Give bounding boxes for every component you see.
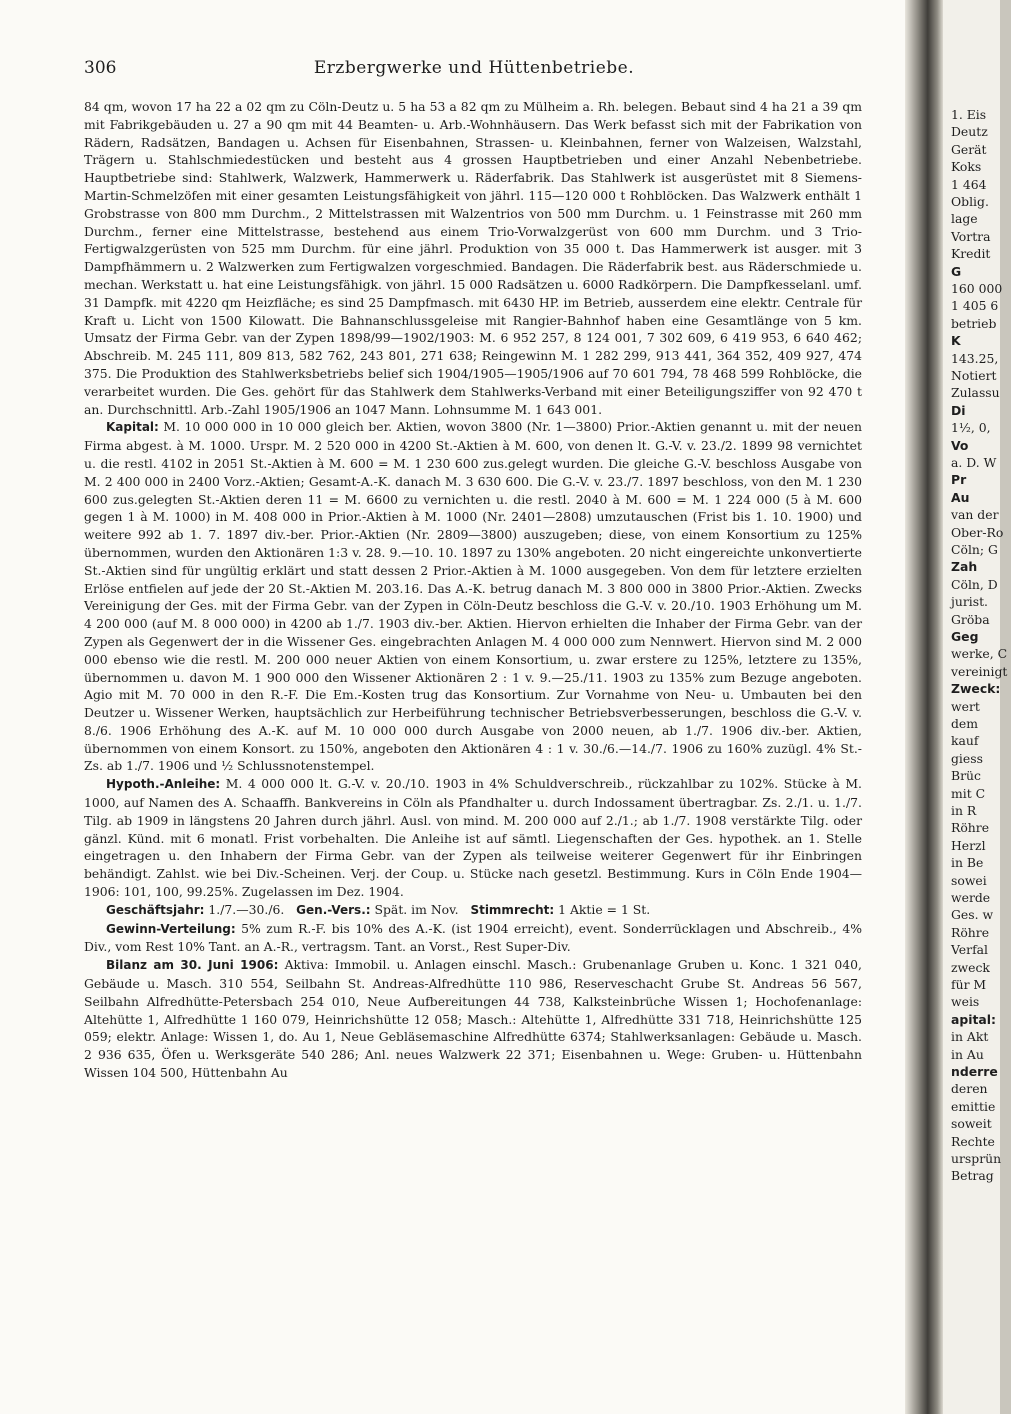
right-page-fragment: Cöln; G — [951, 542, 998, 557]
bilanz-label: Bilanz am 30. Juni 1906: — [106, 958, 279, 973]
right-page-fragment: Oblig. — [951, 194, 989, 209]
right-page-fragment: Geg — [951, 629, 979, 644]
right-page-fragment: apital: — [951, 1011, 996, 1027]
right-page-fragment: werde — [951, 890, 991, 905]
right-page-fragment: Gerät — [951, 141, 987, 157]
right-page-fragment: Pr — [951, 472, 967, 488]
right-page-fragment: wert — [951, 698, 980, 714]
genvers-text: Spät. im Nov. — [374, 901, 459, 917]
right-page-fragment: Deutz — [951, 124, 988, 140]
bilanz-text: Aktiva: Immobil. u. Anlagen einschl. Masch.: Grubenanlage Gruben u. Konc. 1 321 040, Gebäude u. Masch. 310 554, Seilbahn St. Andreas-Alfredhütte 110 986, Reserveschacht Grube St. Andreas 56 567, Seilbahn Alfredhütte-Petersbach 254 010, Neue Aufbereitungen 44 738, Kalksteinbrüche Wissen 1; Hochofenanlage: Altehütte 1, Alfredhütte 1 160 079, Heinrichshütte 12 058; Masch.: Altehütte 1, Alfredhütte 331 718, Heinrichshütte 125 059; elektr. Anlage: Wissen 1, do. Au 1, Neue Gebläsemaschine Alfredhütte 6374; Stahlwerksanlagen: Gebäude u. Masch. 2 936 635, Öfen u. Werksgeräte 540 286; Anl. neues Walzwerk 22 371; Eisenbahnen u. Wege: Gruben- u. Hüttenbahn Wissen 104 500, Hüttenbahn Au — [84, 957, 862, 1081]
gewinn-text: 5% zum R.-F. bis 10% des A.-K. (ist 1904 erreicht), event. Sonderrücklagen und Abschreib., 4% Div., vom Rest 10% Tant. an A.-R., vertragsm. Tant. an Vorst., Rest Super-Div. — [84, 920, 862, 955]
right-page-fragment: in R — [951, 803, 977, 818]
company-description: 84 qm, wovon 17 ha 22 a 02 qm zu Cöln-Deutz u. 5 ha 53 a 82 qm zu Mülheim a. Rh. belegen. Bebaut sind 4 ha 21 a 39 qm mit Fabrikgebäuden u. 27 a 90 qm mit 44 Beamten- u. Arb.-Wohnhäusern. Das Werk befasst sich mit der Fabrikation von Rädern, Radsätzen, Bandagen u. Achsen für Eisenbahnen, Strassen- u. Kleinbahnen, ferner von Walzeisen, Walzstahl, Trägern u. Stahlschmiedestücken und besteht aus 4 grossen Hauptbetrieben und einer Anzahl Nebenbetriebe. Hauptbetriebe sind: Stahlwerk, Walzwerk, Hammerwerk u. Räderfabrik. Das Stahlwerk ist ausgerüstet mit 8 Siemens-Martin-Schmelzöfen mit einer gesamten Leistungsfähigkeit von jährl. 115—120 000 t Rohblöcken. Das Walzwerk enthält 1 Grobstrasse von 800 mm Durchm., 2 Mittelstrassen mit Walzentrios von 500 mm Durchm. u. 1 Feinstrasse mit 260 mm Durchm., ferner eine Mittelstrasse, bestehend aus einem Trio-Vorwalzgerüst von 600 mm Durchm. und 3 Trio-Fertigwalzgerüsten von 525 mm Durchm. für eine jährl. Produktion von 35 000 t. Das Hammerwerk ist ausger. mit 3 Dampfhämmern u. 2 Walzwerken zum Fertigwalzen vorgeschmied. Bandagen. Die Räderfabrik best. aus Räderschmiede u. mechan. Werkstatt u. hat eine Leistungsfähigk. von jährl. 15 000 Radsätzen u. 6000 Radkörpern. Die Dampfkesselanl. umf. 31 Dampfk. mit 4220 qm Heizfläche; es sind 25 Dampfmasch. mit 6430 HP. im Betrieb, ausserdem eine elektr. Centrale für Kraft u. Licht von 1500 Kilowatt. Die Bahnanschlussgeleise mit Rangier-Bahnhof haben eine Gesamtlänge von 5 km. Umsatz der Firma Gebr. van der Zypen 1898/99—1902/1903: M. 6 952 257, 8 124 001, 7 302 609, 6 419 953, 6 640 462; Abschreib. M. 245 111, 809 813, 582 762, 243 801, 271 638; Reingewinn M. 1 282 299, 913 441, 364 352, 409 927, 474 375. Die Produktion des Stahlwerksbetriebs belief sich 1904/1905—1905/1906 auf 70 601 794, 78 468 599 Rohblöcke, die verarbeitet wurden. Die Ges. gehört für das Stahlwerk dem Stahlwerks-Verband mit einer Beteiligungsziffer von 92 470 t an. Durchschnittl. Arb.-Zahl 1905/1906 an 1047 Mann. Lohnsumme M. 1 643 001. — [84, 99, 862, 417]
right-page-fragment: giess — [951, 750, 983, 766]
right-page-fragment: soweit — [951, 1116, 992, 1132]
gewinn-section — [84, 920, 862, 957]
right-page-fragment: Notiert — [951, 368, 997, 383]
right-page-fragment: 1 405 6 — [951, 298, 999, 314]
right-page-fragment: Au — [951, 489, 970, 505]
right-page-fragment: Zulassu — [951, 385, 1000, 401]
right-page-fragment: dem — [951, 716, 979, 731]
hypothek-text: M. 4 000 000 lt. G.-V. v. 20./10. 1903 in 4% Schuldverschreib., rückzahlbar zu 102%. Stücke à M. 1000, auf Namen des A. Schaaffh. Bankvereins in Cöln als Pfandhalter u. durch Indossament übertragbar. Zs. 2./1. u. 1./7. Tilg. ab 1909 in längstens 20 Jahren durch jährl. Ausl. von mind. M. 200 000 auf 2./1.; ab 1./7. 1908 verstärkte Tilg. oder gänzl. Künd. mit 6 monatl. Frist vorbehalten. Die Anleihe ist auf sämtl. Liegenschaften der Ges. hypothek. an 1. Stelle eingetragen u. den Inhabern der Firma Gebr. van der Zypen als teilweise weiterer Gegenwert für ihr Einbringen behändigt. Zahlst. wie bei Div.-Scheinen. Verj. der Coup. u. Stücke nach gesetzl. Bestimmung. Kurs in Cöln Ende 1904—1906: 101, 100, 99.25%. Zugelassen im Dez. 1904. — [84, 776, 862, 900]
right-page-fragment: betrieb — [951, 315, 997, 331]
right-page-fragment: van der — [951, 507, 999, 523]
book-gutter — [905, 0, 943, 1414]
right-page-fragment: mit C — [951, 785, 986, 801]
right-page-fragment: Verfal — [951, 942, 989, 958]
right-page-fragment: weis — [951, 994, 980, 1010]
geschaeftsjahr-text: 1./7.—30./6. — [208, 901, 285, 917]
kapital-text: M. 10 000 000 in 10 000 gleich ber. Aktien, wovon 3800 (Nr. 1—3800) Prior.-Aktien genannt u. mit der neuen Firma abgest. à M. 1000. Urspr. M. 2 520 000 in 4200 St.-Aktien à M. 600, von denen lt. G.-V. v. 23./2. 1899 98 vernichtet u. die restl. 4102 in 2051 St.-Aktien à M. 600 = M. 1 230 600 zus.gelegt wurden. Die gleiche G.-V. beschloss Ausgabe von M. 2 400 000 in 2400 Vorz.-Aktien; Gesamt-A.-K. danach M. 3 630 600. Die G.-V. v. 23./7. 1897 beschloss, von den M. 1 230 600 zus.gelegten St.-Aktien deren 11 = M. 6600 zu vernichten u. die restl. 2040 à M. 600 = M. 1 224 000 (5 à M. 600 gegen 1 à M. 1000) in M. 408 000 in Prior.-Aktien à M. 1000 (Nr. 2401—2808) umzutauschen (Frist bis 1. 10. 1900) und weitere 992 ab 1. 7. 1897 div.-ber. Prior.-Aktien (Nr. 2809—3800) auszugeben; diese, von einem Konsortium zu 125% übernommen, wurden den Aktionären 1:3 v. 28. 9.—10. 10. 1897 zu 130% angeboten. 20 nicht eingereichte unkonvertierte St.-Aktien sind für ungültig erklärt und statt dessen 2 Prior.-Aktien à M. 1000 ausgegeben. Von dem für letztere erzielten Erlöse entfielen auf jede der 20 St.-Aktien M. 203.16. Das A.-K. betrug danach M. 3 800 000 in 3800 Prior.-Aktien. Zwecks Vereinigung der Ges. mit der Firma Gebr. van der Zypen in Cöln-Deutz beschloss die G.-V. v. 20./10. 1903 Erhöhung um M. 4 200 000 (auf M. 8 000 000) in 4200 ab 1./7. 1903 div.-ber. Aktien. Hiervon erhielten die Inhaber der Firma Gebr. van der Zypen als Gegenwert der in die Wissener Ges. eingebrachten Anlagen M. 4 000 000 zum Nennwert. Hiervon sind M. 2 000 000 ebenso wie die restl. M. 200 000 neuer Aktien von einem Konsortium, u. zwar erstere zu 125%, letztere zu 135%, übernommen u. davon M. 1 900 000 den Wissener Aktionären 2 : 1 v. 9.—25./11. 1903 zu 135% zum Bezuge angeboten. Agio mit M. 70 000 in den R.-F. Die Em.-Kosten trug das Konsortium. Zur Vornahme von Neu- u. Umbauten bei den Deutzer u. Wissener Werken, hauptsächlich zur Herbeiführung technischer Betriebsverbesserungen, beschloss die G.-V. v. 8./6. 1906 Erhöhung des A.-K. auf M. 10 000 000 durch Ausgabe von 2000 neuen, ab 1./7. 1906 div.-ber. Aktien, übernommen von einem Konsort. zu 150%, angeboten den Aktionären 4 : 1 v. 30./6.—14./7. 1906 zu 160% zuzügl. 4% St.-Zs. ab 1./7. 1906 und ½ Schlussnotenstempel. — [84, 419, 862, 774]
right-page-fragment: zweck — [951, 959, 990, 975]
right-page-fragment: Gröba — [951, 611, 990, 627]
right-page-fragment: nderre — [951, 1064, 998, 1079]
right-page-fragment: kauf — [951, 733, 979, 749]
gewinn-label: Gewinn-Verteilung: — [106, 921, 236, 936]
right-page-fragment: in Akt — [951, 1029, 989, 1045]
stimmrecht-text: 1 Aktie = 1 St. — [558, 901, 651, 917]
right-page-fragment: Ober-Ro — [951, 524, 1004, 540]
running-head — [84, 58, 864, 82]
right-page-fragment: werke, C — [951, 646, 1008, 662]
right-page-edge — [943, 0, 1008, 1414]
right-page-fragment: Vortra — [951, 228, 991, 244]
right-page-fragment: Röhre — [951, 820, 990, 836]
right-page-fragment: a. D. W — [951, 455, 997, 470]
right-page-fragment: Zah — [951, 559, 978, 575]
hypothek-section — [84, 775, 862, 901]
right-page-fragment: 1½, 0, — [951, 420, 991, 436]
right-page-fragment: für M — [951, 977, 987, 992]
right-page-fragment: Kredit — [951, 246, 991, 262]
kapital-label: Kapital: — [106, 420, 159, 435]
right-page-fragment: K — [951, 333, 961, 349]
right-page-fragment: 1 464 — [951, 176, 987, 192]
right-page-fragment: lage — [951, 211, 978, 227]
page-number: 306 — [84, 58, 117, 78]
right-page-fragment: 1. Eis — [951, 107, 987, 122]
right-page-fragment: Herzl — [951, 837, 986, 853]
genvers-label: Gen.-Vers.: — [296, 902, 371, 917]
geschaeftsjahr-label: Geschäftsjahr: — [106, 902, 205, 917]
right-page-fragment: Koks — [951, 159, 982, 175]
right-page-fragment: emittie — [951, 1098, 996, 1114]
right-page-fragment: Röhre — [951, 924, 990, 940]
running-title: Erzbergwerke und Hüttenbetriebe. — [313, 58, 635, 78]
right-page-fragment: jurist. — [951, 594, 988, 610]
right-page-fragment: Zweck: — [951, 681, 1001, 697]
right-page-fragment: G — [951, 263, 962, 279]
right-page-fragment: Betrag — [951, 1168, 994, 1184]
right-page-fragment: in Be — [951, 855, 984, 871]
right-page-fragment: Vo — [951, 437, 969, 453]
right-page-fragment: in Au — [951, 1046, 984, 1062]
right-page-fragment: sowei — [951, 872, 987, 888]
right-page-fragment: vereinigt — [951, 663, 1008, 679]
right-page-fragment: Di — [951, 402, 966, 418]
text-column — [84, 98, 862, 1082]
right-page-fragment: Ges. w — [951, 907, 994, 923]
hypothek-label: Hypoth.-Anleihe: — [106, 777, 221, 792]
right-page-fragment: 160 000 — [951, 281, 1003, 296]
right-page-fragment: ursprün — [951, 1151, 1002, 1166]
right-page-fragment: Cöln, D — [951, 576, 998, 592]
stimmrecht-label: Stimmrecht: — [470, 902, 555, 917]
right-page-fragment: Rechte — [951, 1133, 995, 1149]
kapital-section — [84, 418, 862, 775]
right-page-fragment: deren — [951, 1081, 988, 1097]
right-page-fragment: Brüc — [951, 768, 981, 784]
meta-line — [84, 901, 862, 920]
right-page-fragment: 143.25, — [951, 350, 999, 366]
bilanz-section — [84, 956, 862, 1082]
